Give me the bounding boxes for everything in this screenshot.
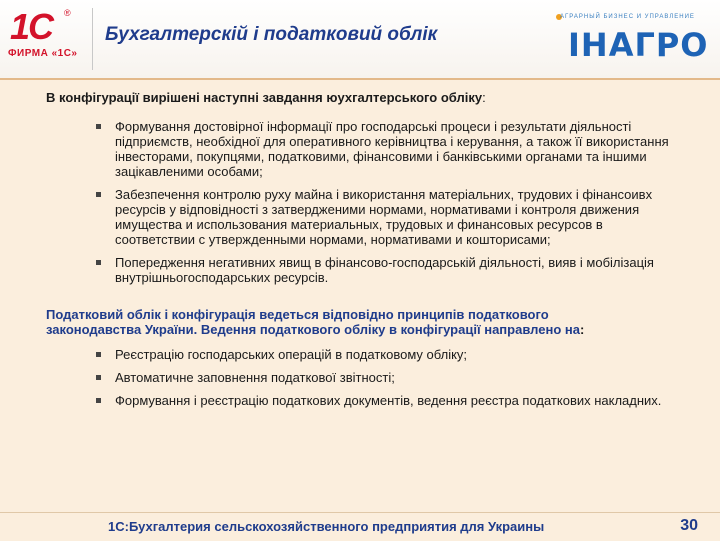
section1-list xyxy=(96,119,684,285)
logo-firm-name: ФИРМА «1С» xyxy=(8,48,78,59)
list-item: Реєстрацію господарських операцій в податковому обліку; xyxy=(96,347,702,362)
section2-heading-colon: : xyxy=(579,322,585,337)
logo-wordmark: ІНАГРО xyxy=(568,26,709,64)
list-item: Попередження негативних явищ в фінансово-господарській діяльності, вияв і мобілізація внутрішньогосподарських ресурсів. xyxy=(96,255,684,285)
logo-1c-mark: 1C xyxy=(10,6,53,47)
list-item: Забезпечення контролю руху майна і використання матеріальних, трудових і фінансоивх ресурсів у відповідності з затвердженими нормами, нормативами і контроля движения имущества и использования материальных, трудовых и финансовых ресурсов в соответствии с утвержденными нормами, нормативами и кошторисами; xyxy=(96,187,684,247)
page-title: Бухгалтерскій і податковий облік xyxy=(105,24,438,45)
logo-registered-mark: ® xyxy=(64,8,71,18)
page-number: 30 xyxy=(680,517,698,534)
logo-tagline: АГРАРНЫЙ БИЗНЕС И УПРАВЛЕНИЕ xyxy=(560,14,695,20)
section2-heading-text: Податковий облік і конфігурація ведеться відповідно принципів податкового законодавства України. Ведення податкового обліку в конфігурації направлено на xyxy=(46,307,580,337)
header-divider xyxy=(92,8,93,70)
section2-list xyxy=(96,347,702,408)
inagro-logo xyxy=(560,10,710,68)
section2-heading xyxy=(46,307,606,337)
section1-intro-colon: : xyxy=(482,90,486,105)
firm-1c-logo xyxy=(6,6,82,64)
list-item: Автоматичне заповнення податкової звітності; xyxy=(96,370,702,385)
list-item: Формування достовірної інформації про господарські процеси і результати діяльності підприємств, необхідної для оперативного керівництва і керування, а також її використання інвесторами, покупцями, податковими, фінансовими і банківськими органами та іншими зацікавленими особами; xyxy=(96,119,684,179)
slide-footer xyxy=(0,512,720,541)
list-item: Формування і реєстрацію податкових документів, ведення реєстра податкових накладних. xyxy=(96,393,702,408)
section1-intro xyxy=(46,90,702,105)
slide-content xyxy=(38,90,702,416)
section1-intro-text: В конфігурації вирішені наступні завдання юухгалтерського обліку xyxy=(46,90,483,105)
slide-header xyxy=(0,0,720,80)
footer-caption: 1С:Бухгалтерия сельскохозяйственного предприятия для Украины xyxy=(108,519,545,534)
